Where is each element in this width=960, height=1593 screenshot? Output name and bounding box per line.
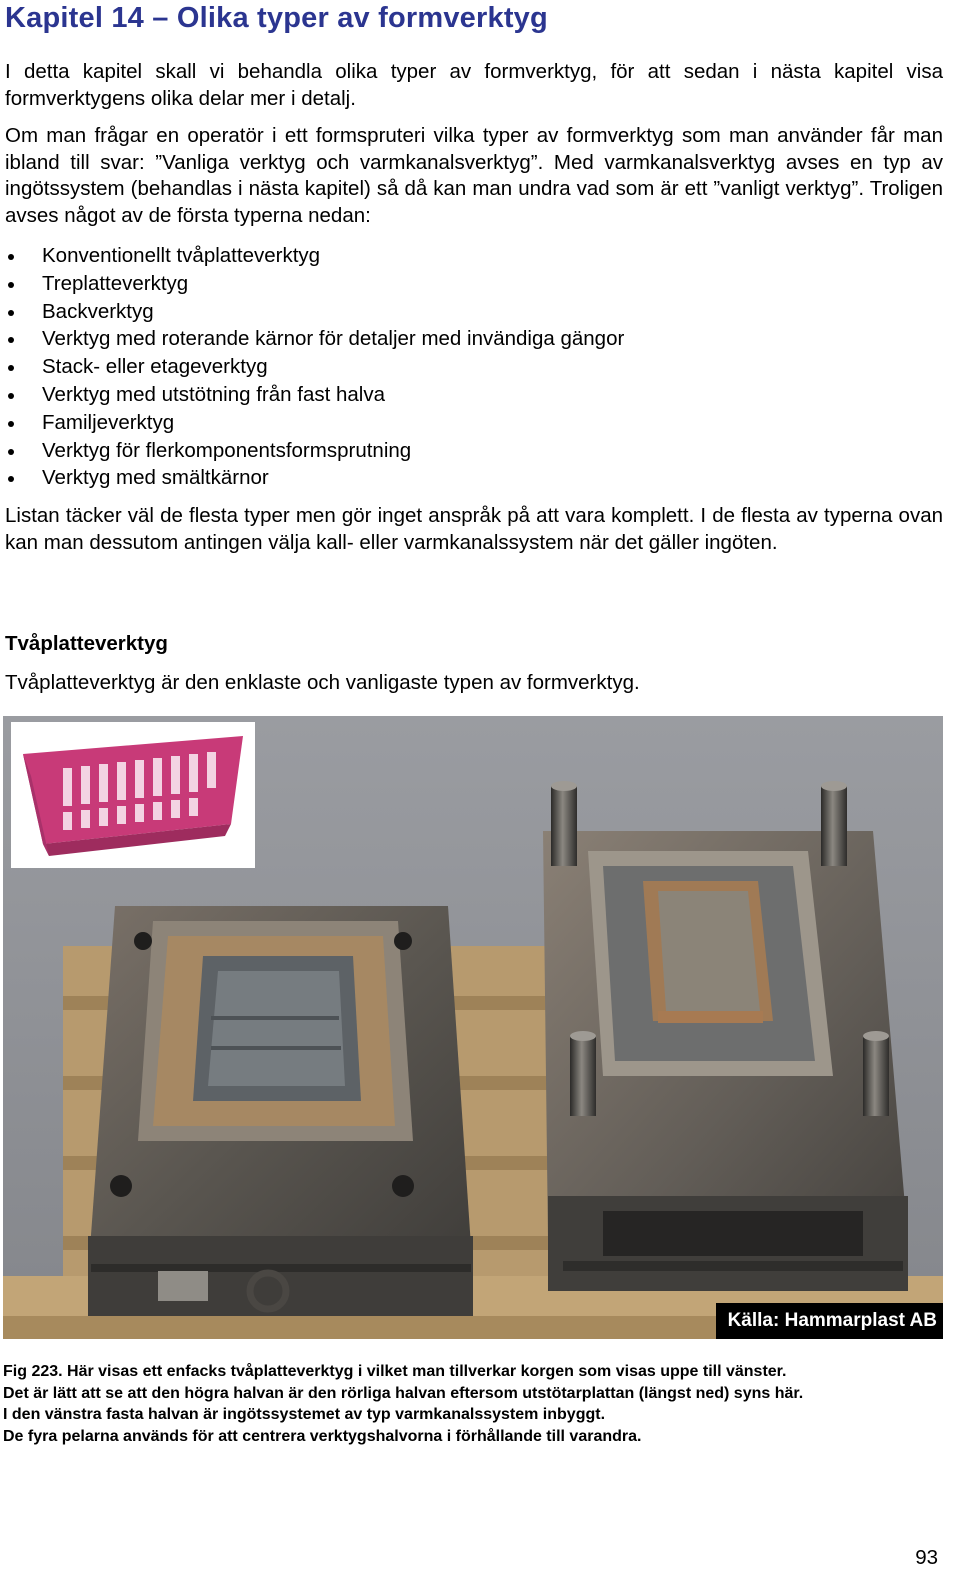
section-paragraph: Tvåplatteverktyg är den enklaste och vanligaste typen av formverktyg. — [5, 671, 640, 694]
basket-inset — [11, 722, 255, 868]
second-paragraph: Om man frågar en operatör i ett formspruteri vilka typer av formverktyg som man använder får man ibland till svar: ”Vanliga verktyg och varmkanalsverktyg”. Med varmkanalsverktyg avses en typ av ingötssystem (behandlas i nästa kapitel) så då kan man undra vad som är ett ”vanligt verktyg”. Troligen avses något av de första typerna nedan: — [5, 124, 943, 227]
photo-credit: Källa: Hammarplast AB — [716, 1303, 943, 1339]
list-item: Verktyg med smältkärnor — [0, 464, 624, 492]
list-item: Verktyg för flerkomponentsformsprutning — [0, 437, 624, 465]
list-item: Stack- eller etageverktyg — [0, 353, 624, 381]
list-item: Familjeverktyg — [0, 409, 624, 437]
moving-mold-half — [543, 781, 908, 1291]
mold-photo — [3, 716, 943, 1339]
caption-line: I den vänstra fasta halvan är ingötssystemet av typ varmkanalssystem inbyggt. — [3, 1406, 606, 1423]
caption-line: De fyra pelarna används för att centrera verktygshalvorna i förhållande till varandra. — [3, 1427, 642, 1445]
chapter-title: Kapitel 14 – Olika typer av formverktyg — [5, 2, 548, 34]
fixed-mold-half — [88, 906, 473, 1316]
caption-line: Det är lätt att se att den högra halvan är den rörliga halvan eftersom utstötarplattan (längst ned) syns här. — [3, 1384, 804, 1402]
list-item: Treplatteverktyg — [0, 270, 624, 298]
tool-type-list — [0, 242, 624, 492]
third-paragraph: Listan täcker väl de flesta typer men gör inget anspråk på att vara komplett. I de flesta av typerna ovan kan man dessutom antingen välja kall- eller varmkanalssystem när det gäller ingöten. — [5, 504, 943, 554]
list-item: Konventionellt tvåplatteverktyg — [0, 242, 624, 270]
caption-line: Fig 223. Här visas ett enfacks tvåplatteverktyg i vilket man tillverkar korgen som visas uppe till vänster. — [3, 1363, 787, 1380]
section-heading: Tvåplatteverktyg — [5, 632, 168, 655]
intro-paragraph: I detta kapitel skall vi behandla olika typer av formverktyg, för att sedan i nästa kapitel visa formverktygens olika delar mer i detalj. — [5, 60, 943, 110]
list-item: Backverktyg — [0, 298, 624, 326]
page-number: 93 — [915, 1546, 938, 1569]
list-item: Verktyg med roterande kärnor för detaljer med invändiga gängor — [0, 325, 624, 353]
figure-caption — [3, 1361, 948, 1447]
list-item: Verktyg med utstötning från fast halva — [0, 381, 624, 409]
